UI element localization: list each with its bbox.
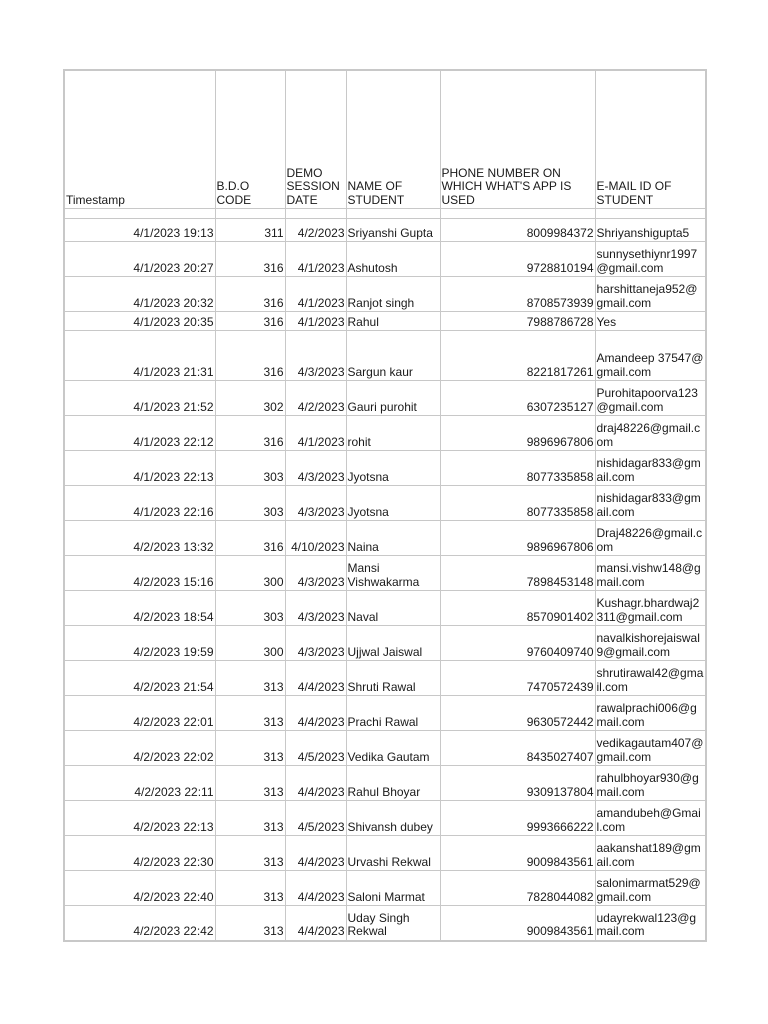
header-row xyxy=(64,70,706,209)
cell-timestamp: 4/2/2023 22:13 xyxy=(64,801,215,836)
cell-student-name: Saloni Marmat xyxy=(346,871,440,906)
header-email-id: E-MAIL ID OF STUDENT xyxy=(595,70,706,209)
cell-demo-session-date: 4/3/2023 xyxy=(285,626,346,661)
cell-bdo-code: 316 xyxy=(215,521,285,556)
cell-student-name: Mansi Vishwakarma xyxy=(346,556,440,591)
table-row xyxy=(64,451,706,486)
cell-demo-session-date: 4/1/2023 xyxy=(285,242,346,277)
cell-phone-number: 9993666222 xyxy=(440,801,595,836)
cell-demo-session-date: 4/1/2023 xyxy=(285,416,346,451)
cell-bdo-code: 313 xyxy=(215,871,285,906)
cell-demo-session-date: 4/3/2023 xyxy=(285,451,346,486)
cell-timestamp: 4/2/2023 22:01 xyxy=(64,696,215,731)
table-row xyxy=(64,381,706,416)
table-row xyxy=(64,836,706,871)
cell-student-name: Naina xyxy=(346,521,440,556)
cell-demo-session-date: 4/2/2023 xyxy=(285,219,346,242)
cell-timestamp: 4/1/2023 22:12 xyxy=(64,416,215,451)
cell-timestamp: 4/1/2023 20:27 xyxy=(64,242,215,277)
cell-email-id: amandubeh@Gmail.com xyxy=(595,801,706,836)
cell-timestamp: 4/2/2023 21:54 xyxy=(64,661,215,696)
cell-phone-number: 9309137804 xyxy=(440,766,595,801)
cell-email-id: shrutirawal42@gmail.com xyxy=(595,661,706,696)
cell-bdo-code: 316 xyxy=(215,331,285,381)
cell-bdo-code: 300 xyxy=(215,556,285,591)
cell-student-name: Urvashi Rekwal xyxy=(346,836,440,871)
cell-demo-session-date: 4/3/2023 xyxy=(285,556,346,591)
table-row xyxy=(64,591,706,626)
cell-phone-number: 7828044082 xyxy=(440,871,595,906)
cell-email-id: Shriyanshigupta5 xyxy=(595,219,706,242)
cell-demo-session-date: 4/2/2023 xyxy=(285,381,346,416)
cell-bdo-code: 311 xyxy=(215,219,285,242)
cell-email-id: aakanshat189@gmail.com xyxy=(595,836,706,871)
table-body xyxy=(64,219,706,941)
cell-email-id: mansi.vishw148@gmail.com xyxy=(595,556,706,591)
cell-demo-session-date: 4/4/2023 xyxy=(285,766,346,801)
cell-phone-number: 7470572439 xyxy=(440,661,595,696)
cell-bdo-code: 303 xyxy=(215,591,285,626)
cell-demo-session-date: 4/10/2023 xyxy=(285,521,346,556)
cell-phone-number: 8077335858 xyxy=(440,451,595,486)
table-row xyxy=(64,871,706,906)
cell-email-id: Purohitapoorva123@gmail.com xyxy=(595,381,706,416)
cell-demo-session-date: 4/3/2023 xyxy=(285,591,346,626)
cell-bdo-code: 313 xyxy=(215,836,285,871)
cell-demo-session-date: 4/1/2023 xyxy=(285,277,346,312)
cell-student-name: Naval xyxy=(346,591,440,626)
cell-demo-session-date: 4/5/2023 xyxy=(285,801,346,836)
cell-phone-number: 7988786728 xyxy=(440,312,595,331)
cell-student-name: Prachi Rawal xyxy=(346,696,440,731)
table-row xyxy=(64,331,706,381)
table-row xyxy=(64,312,706,331)
cell-bdo-code: 313 xyxy=(215,906,285,941)
cell-timestamp: 4/1/2023 22:13 xyxy=(64,451,215,486)
cell-student-name: Rahul Bhoyar xyxy=(346,766,440,801)
table-row xyxy=(64,242,706,277)
cell-student-name: Ujjwal Jaiswal xyxy=(346,626,440,661)
table-row xyxy=(64,416,706,451)
cell-phone-number: 8221817261 xyxy=(440,331,595,381)
cell-student-name: Rahul xyxy=(346,312,440,331)
cell-timestamp: 4/2/2023 22:02 xyxy=(64,731,215,766)
cell-timestamp: 4/1/2023 20:35 xyxy=(64,312,215,331)
cell-phone-number: 9009843561 xyxy=(440,836,595,871)
cell-demo-session-date: 4/3/2023 xyxy=(285,486,346,521)
cell-phone-number: 9009843561 xyxy=(440,906,595,941)
cell-bdo-code: 313 xyxy=(215,731,285,766)
cell-bdo-code: 303 xyxy=(215,451,285,486)
cell-bdo-code: 313 xyxy=(215,801,285,836)
spacer-row xyxy=(64,209,706,219)
cell-demo-session-date: 4/5/2023 xyxy=(285,731,346,766)
table-row xyxy=(64,486,706,521)
table-row xyxy=(64,277,706,312)
table-row xyxy=(64,766,706,801)
header-timestamp: Timestamp xyxy=(64,70,215,209)
cell-timestamp: 4/2/2023 22:42 xyxy=(64,906,215,941)
cell-bdo-code: 303 xyxy=(215,486,285,521)
cell-email-id: harshittaneja952@gmail.com xyxy=(595,277,706,312)
cell-demo-session-date: 4/3/2023 xyxy=(285,331,346,381)
cell-bdo-code: 313 xyxy=(215,766,285,801)
cell-phone-number: 9896967806 xyxy=(440,521,595,556)
cell-email-id: Kushagr.bhardwaj2311@gmail.com xyxy=(595,591,706,626)
student-demo-registration-table xyxy=(63,69,707,942)
cell-timestamp: 4/2/2023 22:11 xyxy=(64,766,215,801)
cell-student-name: Sargun kaur xyxy=(346,331,440,381)
cell-demo-session-date: 4/4/2023 xyxy=(285,871,346,906)
cell-phone-number: 9760409740 xyxy=(440,626,595,661)
table-row xyxy=(64,219,706,242)
cell-timestamp: 4/2/2023 19:59 xyxy=(64,626,215,661)
cell-student-name: Shruti Rawal xyxy=(346,661,440,696)
cell-email-id: rahulbhoyar930@gmail.com xyxy=(595,766,706,801)
header-phone-number: PHONE NUMBER ON WHICH WHAT'S APP IS USED xyxy=(440,70,595,209)
cell-timestamp: 4/2/2023 18:54 xyxy=(64,591,215,626)
cell-student-name: rohit xyxy=(346,416,440,451)
table-row xyxy=(64,906,706,941)
cell-email-id: nishidagar833@gmail.com xyxy=(595,451,706,486)
cell-email-id: nishidagar833@gmail.com xyxy=(595,486,706,521)
cell-student-name: Vedika Gautam xyxy=(346,731,440,766)
cell-email-id: navalkishorejaiswal9@gmail.com xyxy=(595,626,706,661)
cell-email-id: draj48226@gmail.com xyxy=(595,416,706,451)
cell-email-id: rawalprachi006@gmail.com xyxy=(595,696,706,731)
cell-phone-number: 8077335858 xyxy=(440,486,595,521)
table-row xyxy=(64,556,706,591)
cell-timestamp: 4/1/2023 21:31 xyxy=(64,331,215,381)
cell-bdo-code: 300 xyxy=(215,626,285,661)
header-bdo-code: B.D.O CODE xyxy=(215,70,285,209)
cell-phone-number: 9630572442 xyxy=(440,696,595,731)
cell-phone-number: 8570901402 xyxy=(440,591,595,626)
table-row xyxy=(64,731,706,766)
cell-timestamp: 4/2/2023 15:16 xyxy=(64,556,215,591)
cell-demo-session-date: 4/4/2023 xyxy=(285,696,346,731)
cell-bdo-code: 313 xyxy=(215,696,285,731)
cell-timestamp: 4/2/2023 22:30 xyxy=(64,836,215,871)
cell-phone-number: 7898453148 xyxy=(440,556,595,591)
header-demo-session-date: DEMO SESSION DATE xyxy=(285,70,346,209)
table-row xyxy=(64,661,706,696)
cell-email-id: vedikagautam407@gmail.com xyxy=(595,731,706,766)
table-row xyxy=(64,626,706,661)
cell-bdo-code: 316 xyxy=(215,242,285,277)
cell-email-id: salonimarmat529@gmail.com xyxy=(595,871,706,906)
cell-phone-number: 8009984372 xyxy=(440,219,595,242)
cell-demo-session-date: 4/4/2023 xyxy=(285,906,346,941)
cell-student-name: Jyotsna xyxy=(346,486,440,521)
cell-demo-session-date: 4/4/2023 xyxy=(285,836,346,871)
cell-student-name: Ashutosh xyxy=(346,242,440,277)
cell-bdo-code: 313 xyxy=(215,661,285,696)
table-row xyxy=(64,696,706,731)
cell-phone-number: 9728810194 xyxy=(440,242,595,277)
table-row xyxy=(64,521,706,556)
cell-email-id: Draj48226@gmail.com xyxy=(595,521,706,556)
cell-student-name: Gauri purohit xyxy=(346,381,440,416)
cell-timestamp: 4/1/2023 20:32 xyxy=(64,277,215,312)
cell-bdo-code: 302 xyxy=(215,381,285,416)
cell-email-id: sunnysethiynr1997@gmail.com xyxy=(595,242,706,277)
cell-timestamp: 4/1/2023 19:13 xyxy=(64,219,215,242)
cell-phone-number: 9896967806 xyxy=(440,416,595,451)
cell-student-name: Uday Singh Rekwal xyxy=(346,906,440,941)
cell-timestamp: 4/1/2023 22:16 xyxy=(64,486,215,521)
cell-timestamp: 4/2/2023 13:32 xyxy=(64,521,215,556)
cell-demo-session-date: 4/4/2023 xyxy=(285,661,346,696)
cell-phone-number: 8708573939 xyxy=(440,277,595,312)
cell-bdo-code: 316 xyxy=(215,312,285,331)
cell-phone-number: 8435027407 xyxy=(440,731,595,766)
table-row xyxy=(64,801,706,836)
cell-email-id: Yes xyxy=(595,312,706,331)
header-name-of-student: NAME OF STUDENT xyxy=(346,70,440,209)
cell-student-name: Jyotsna xyxy=(346,451,440,486)
cell-timestamp: 4/2/2023 22:40 xyxy=(64,871,215,906)
cell-email-id: udayrekwal123@gmail.com xyxy=(595,906,706,941)
cell-bdo-code: 316 xyxy=(215,416,285,451)
cell-student-name: Sriyanshi Gupta xyxy=(346,219,440,242)
cell-email-id: Amandeep 37547@gmail.com xyxy=(595,331,706,381)
cell-phone-number: 6307235127 xyxy=(440,381,595,416)
cell-student-name: Shivansh dubey xyxy=(346,801,440,836)
cell-student-name: Ranjot singh xyxy=(346,277,440,312)
cell-timestamp: 4/1/2023 21:52 xyxy=(64,381,215,416)
cell-demo-session-date: 4/1/2023 xyxy=(285,312,346,331)
cell-bdo-code: 316 xyxy=(215,277,285,312)
